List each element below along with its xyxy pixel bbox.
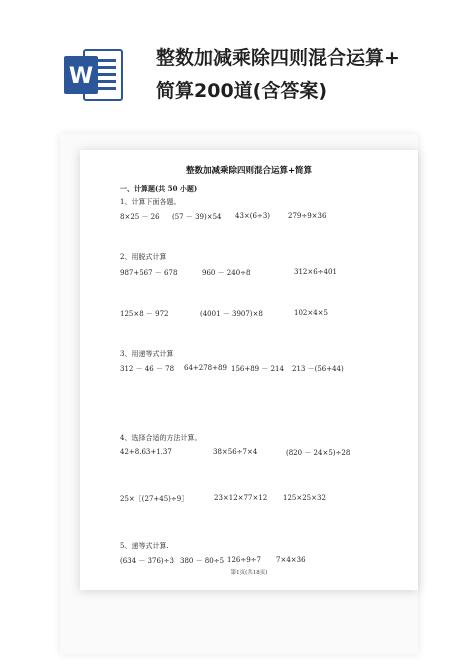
- question-1-item: (57 － 39)×54: [172, 213, 222, 221]
- question-1-heading: 1、计算下面各题。: [120, 198, 181, 206]
- word-document-icon: [62, 44, 124, 106]
- question-3-item: 64+278+89: [184, 364, 227, 372]
- question-2-item: 960 － 240÷8: [202, 269, 251, 277]
- svg-text:W: W: [68, 64, 94, 89]
- question-5-heading: 5、递等式计算.: [120, 542, 169, 550]
- question-3-item: 156+89 － 214: [231, 365, 284, 373]
- question-1-item: 43×(6÷3): [235, 212, 271, 220]
- question-2-item: 987+567 － 678: [120, 269, 178, 277]
- question-5-item: 126÷9÷7: [227, 556, 261, 564]
- question-4-item: (820 － 24×5)÷28: [286, 449, 351, 457]
- question-2-item: 312×6÷401: [294, 268, 337, 276]
- header: [0, 0, 474, 120]
- document-page: [80, 150, 418, 590]
- question-3-item: 213 －(56+44): [292, 365, 344, 373]
- question-2-item: 125×8 － 972: [120, 310, 169, 318]
- question-1-item: 8×25 － 26: [120, 213, 160, 221]
- question-4-item: 38×56÷7×4: [213, 448, 258, 456]
- question-4-item: 23×12×77×12: [214, 494, 268, 502]
- question-4-item: 125×25×32: [283, 494, 326, 502]
- question-4-item: 25×［(27+45)÷9］: [120, 495, 189, 503]
- page-number: 第1页(共18页): [230, 570, 268, 576]
- question-5-item: (634 － 376)÷3: [120, 557, 174, 565]
- question-3-item: 312 － 46 － 78: [120, 365, 175, 373]
- question-2-item: (4001 － 3907)×8: [200, 310, 263, 318]
- header-title-line-1: 整数加减乘除四则混合运算+: [156, 47, 400, 69]
- header-title: [156, 42, 466, 108]
- question-2-item: 102×4×5: [294, 309, 328, 317]
- question-5-item: 7×4×36: [276, 556, 306, 564]
- question-4-item: 42+8.63+1.37: [120, 448, 172, 456]
- question-5-item: 380 － 80÷5: [180, 557, 225, 565]
- question-3-heading: 3、用递等式计算: [120, 350, 174, 358]
- header-title-line-2: 简算200道(含答案): [156, 80, 328, 102]
- question-2-heading: 2、用脱式计算: [120, 253, 167, 261]
- document-title: 整数加减乘除四则混合运算+简算: [185, 166, 313, 176]
- question-4-heading: 4、选择合适的方法计算。: [120, 434, 202, 442]
- question-1-item: 279÷9×36: [288, 212, 327, 220]
- section-heading: 一、计算题(共 50 小题): [120, 184, 198, 193]
